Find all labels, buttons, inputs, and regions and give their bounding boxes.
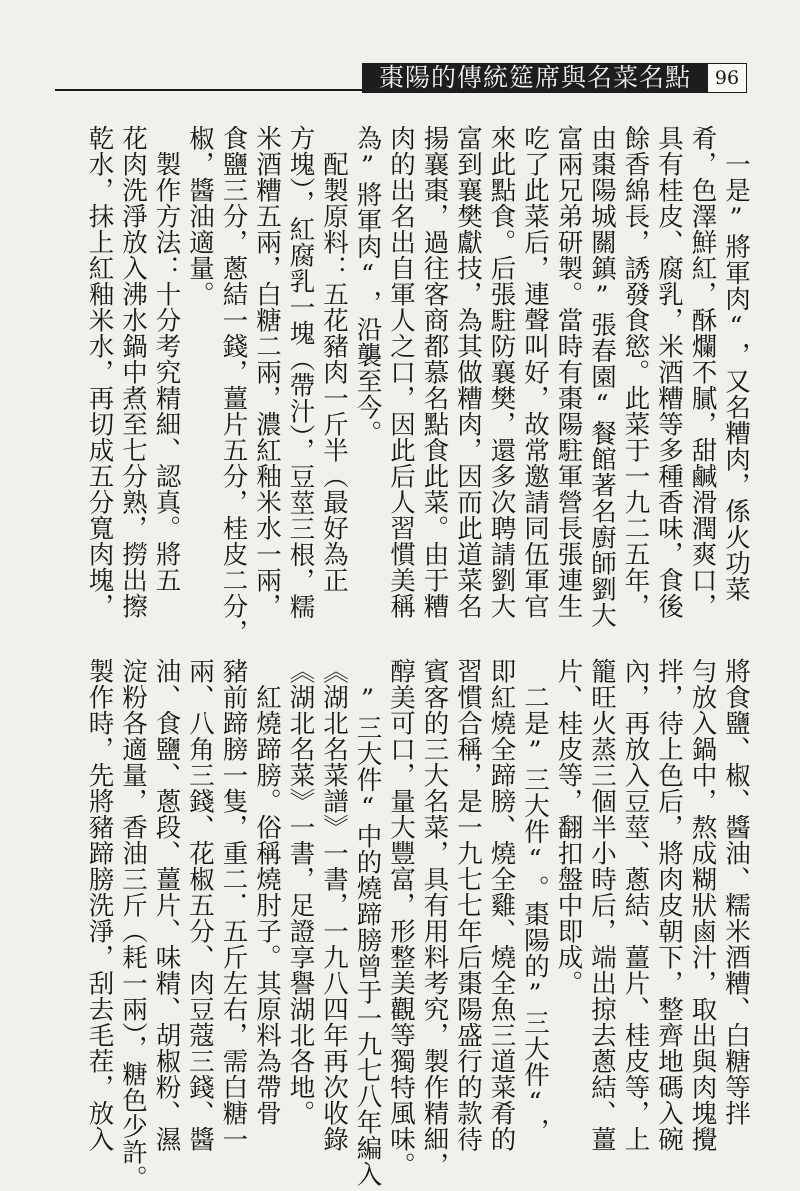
text-column: 片、桂皮等，翻扣盤中即成。 — [553, 658, 584, 996]
text-column: 食鹽三分，蔥結一錢，薑片五分，桂皮二分， — [218, 125, 249, 645]
text-column: 籠旺火蒸三個半小時后，端出掠去蔥結、薑 — [587, 658, 617, 1152]
text-column: 醇美可口，量大豐富，形整美觀等獨特風味。 — [386, 658, 416, 1178]
text-column: 揚襄棗，過往客商都慕名點食此菜。由于糟 — [419, 125, 450, 619]
text-column: ”三大件“中的燒蹄膀曾于一九七八年編入 — [352, 658, 383, 1187]
header-rule — [55, 89, 365, 91]
text-column: 富到襄樊獻技，為其做糟肉，因而此道菜名 — [453, 125, 483, 619]
text-column: 油、食鹽、蔥段、薑片、味精、胡椒粉、濕 — [151, 658, 182, 1152]
text-column: 肴，色澤鮮紅，酥爛不膩，甜鹹滑潤爽口， — [687, 125, 718, 619]
text-column: 賓客的三大名菜，具有用料考究，製作精細， — [419, 658, 450, 1178]
text-column: 餘香綿長，誘發食慾。此菜于一九二五年， — [620, 125, 651, 619]
text-column: 一是”將軍肉“，又名糟肉，係火功菜 — [721, 125, 751, 602]
text-column: 兩、八角三錢、花椒五分、肉豆蔻三錢、醬 — [185, 658, 215, 1152]
text-column: 拌，待上色后，將肉皮朝下，整齊地碼入碗 — [654, 658, 684, 1152]
text-column: 肉的出名出自軍人之口，因此后人習慣美稱 — [386, 125, 416, 619]
text-column: 豬前蹄膀一隻，重二．五斤左右，需白糖一 — [218, 658, 249, 1152]
text-column: 製作時，先將豬蹄膀洗淨，刮去毛茬，放入 — [84, 658, 115, 1152]
lower-text-block — [82, 658, 752, 1191]
text-column: 花肉洗淨放入沸水鍋中煮至七分熟，撈出擦 — [118, 125, 148, 619]
text-column: 由棗陽城關鎮”張春園“餐館著名廚師劉大 — [587, 125, 617, 628]
upper-text-block — [82, 125, 752, 645]
text-column: 《湖北名菜譜》一書，一九八四年再次收錄 — [319, 658, 349, 1152]
page-number: 96 — [707, 63, 747, 93]
page-title: 棗陽的傳統筵席與名菜名點 — [362, 63, 708, 93]
text-column: 方塊），紅腐乳一塊（帶汁），豆莖三根，糯 — [285, 125, 316, 620]
text-column: 乾水，抹上紅釉米水，再切成五分寬肉塊， — [84, 125, 115, 619]
text-column: 具有桂皮、腐乳，米酒糟等多種香味，食後 — [654, 125, 684, 619]
text-column: 米酒糟五兩，白糖二兩，濃紅釉米水一兩， — [252, 125, 282, 619]
text-column: 淀粉各適量，香油三斤（耗一兩），糖色少許。 — [118, 658, 148, 1191]
text-column: 習慣合稱，是一九七七年后棗陽盛行的款待 — [453, 658, 483, 1152]
text-column: 勻放入鍋中，熬成糊狀鹵汁，取出與肉塊攪 — [687, 658, 718, 1152]
text-column: 將食鹽、椒、醬油、糯米酒糟、白糖等拌 — [721, 658, 751, 1126]
text-column: 製作方法：十分考究精細、認真。將五 — [151, 125, 182, 593]
text-column: 《湖北名菜》一書，足證享譽湖北各地。 — [285, 658, 316, 1126]
text-column: 配製原料：五花豬肉一斤半（最好為正 — [319, 125, 349, 593]
text-column: 來此點食。后張駐防襄樊，還多次聘請劉大 — [486, 125, 517, 619]
text-column: 為”將軍肉“，沿襲至今。 — [352, 125, 383, 446]
text-column: 即紅燒全蹄膀、燒全雞、燒全魚三道菜肴的 — [486, 658, 517, 1152]
text-column: 二是”三大件“。棗陽的”三大件“， — [520, 658, 550, 1144]
text-column: 椒，醬油適量。 — [185, 125, 215, 307]
text-column: 內，再放入豆莖、蔥結、薑片、桂皮等，上 — [620, 658, 651, 1152]
text-column: 富兩兄弟研製。當時有棗陽駐軍營長張連生 — [553, 125, 584, 619]
text-column: 紅燒蹄膀。俗稱燒肘子。其原料為帶骨 — [252, 658, 282, 1126]
text-column: 吃了此菜后，連聲叫好，故常邀請同伍軍官 — [520, 125, 550, 619]
